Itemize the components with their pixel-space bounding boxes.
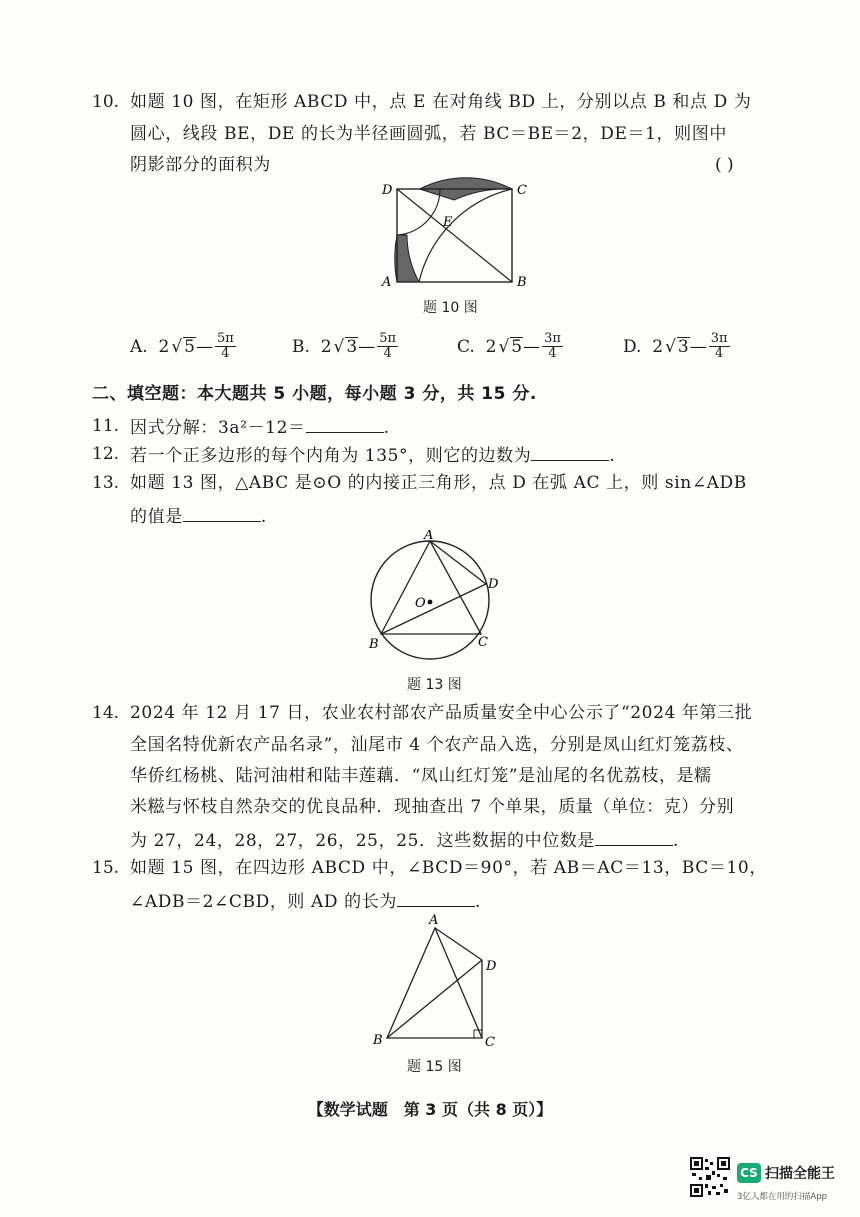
q14-text-line2: 全国名特优新农产品名录”，汕尾市 4 个农产品入选，分别是凤山红灯笼荔枝、: [130, 735, 744, 755]
q10-label-e: E: [443, 215, 453, 230]
q14-answer-blank[interactable]: [595, 827, 673, 846]
q10-text-line3: 阴影部分的面积为: [130, 155, 271, 175]
page-footer: 【数学试题 第 3 页（共 8 页）】: [307, 1100, 553, 1119]
q15-segment-bd: [387, 960, 482, 1038]
q10-diagonal-bd: [397, 189, 512, 282]
q10-figure: [376, 176, 536, 296]
q14-text-line5: 为 27，24，28，27，26，25，25．这些数据的中位数是 .: [130, 827, 679, 853]
q13-label-c: C: [478, 635, 488, 650]
q13-label-d: D: [488, 577, 499, 592]
q11-answer-blank[interactable]: [306, 414, 384, 433]
q10-caption: 题 10 图: [423, 300, 478, 316]
q13-number: 13.: [92, 473, 120, 493]
q10-shaded-left: [395, 235, 419, 282]
q10-label-c: C: [517, 183, 527, 198]
q10-option-d: D. 2 √ 3 — $\frac{3\pi}{4}$: [623, 331, 728, 361]
q13-center-dot: [428, 600, 433, 605]
q11-text: 因式分解：3a²－12＝ .: [130, 414, 390, 440]
q12-number: 12.: [92, 444, 120, 464]
q15-answer-blank[interactable]: [397, 888, 475, 907]
q10-answer-paren: ( ): [715, 155, 734, 175]
q11-number: 11.: [92, 416, 120, 436]
q13-label-o: O: [415, 596, 426, 611]
q15-caption: 题 15 图: [407, 1059, 462, 1075]
q13-label-a: A: [424, 530, 434, 543]
q13-text-line1: 如题 13 图，△ABC 是⊙O 的内接正三角形，点 D 在弧 AC 上，则 sin∠ADB: [130, 473, 747, 493]
q15-label-b: B: [373, 1033, 383, 1048]
q15-label-a: A: [429, 913, 439, 928]
q13-triangle-abc: [381, 541, 481, 634]
q13-text-line2: 的值是 .: [130, 503, 267, 529]
q12-text: 若一个正多边形的每个内角为 135°，则它的边数为 .: [130, 442, 615, 468]
q13-label-b: B: [369, 637, 379, 652]
q15-text-line1: 如题 15 图，在四边形 ABCD 中，∠BCD＝90°，若 AB＝AC＝13，BC＝10，: [130, 858, 767, 878]
q10-label-a: A: [382, 275, 392, 290]
q10-text-line1: 如题 10 图，在矩形 ABCD 中，点 E 在对角线 BD 上，分别以点 B 和点 D 为: [130, 92, 752, 112]
q14-text-line3: 华侨红杨桃、陆河油柑和陆丰莲藕．“凤山红灯笼”是汕尾的名优荔枝，是糯: [130, 766, 712, 786]
q10-text-line2: 圆心，线段 BE，DE 的长为半径画圆弧，若 BC＝BE＝2，DE＝1，则图中: [130, 124, 727, 144]
section-fill-in-title: 二、填空题：本大题共 5 小题，每小题 3 分，共 15 分.: [92, 384, 537, 404]
q13-answer-blank[interactable]: [183, 503, 261, 522]
camscanner-logo-icon: CS: [737, 1163, 761, 1183]
q10-label-d: D: [382, 183, 393, 198]
qr-code: [690, 1157, 730, 1197]
camscanner-tagline: 3亿人都在用的扫描App: [737, 1192, 828, 1202]
q15-number: 15.: [92, 858, 120, 878]
q10-option-a: A. 2 √ 5 — $\frac{5\pi}{4}$: [130, 331, 234, 361]
q10-option-b: B. 2 √ 3 — $\frac{5\pi}{4}$: [292, 331, 397, 361]
q10-option-c: C. 2 √ 5 — $\frac{3\pi}{4}$: [457, 331, 561, 361]
q10-arc-b: [419, 189, 512, 282]
q15-triangle-abc: [387, 928, 482, 1038]
q15-label-d: D: [486, 959, 497, 974]
q12-answer-blank[interactable]: [531, 442, 609, 461]
q13-figure: [362, 530, 502, 660]
q15-figure: [364, 910, 514, 1050]
q14-text-line1: 2024 年 12 月 17 日，农业农村部农产品质量安全中心公示了“2024 年第三批: [130, 703, 753, 723]
q10-number: 10.: [92, 92, 120, 112]
camscanner-name: 扫描全能王: [765, 1166, 835, 1182]
q14-number: 14.: [92, 703, 120, 723]
q15-label-c: C: [485, 1035, 495, 1050]
q15-text-line2: ∠ADB＝2∠CBD，则 AD 的长为 .: [130, 888, 481, 914]
q10-label-b: B: [517, 275, 527, 290]
q14-text-line4: 米糍与怀枝自然杂交的优良品种．现抽查出 7 个单果，质量（单位：克）分别: [130, 797, 735, 817]
q10-arc-d: [397, 189, 440, 235]
q13-caption: 题 13 图: [407, 677, 462, 693]
q13-segment-bd: [381, 584, 486, 634]
